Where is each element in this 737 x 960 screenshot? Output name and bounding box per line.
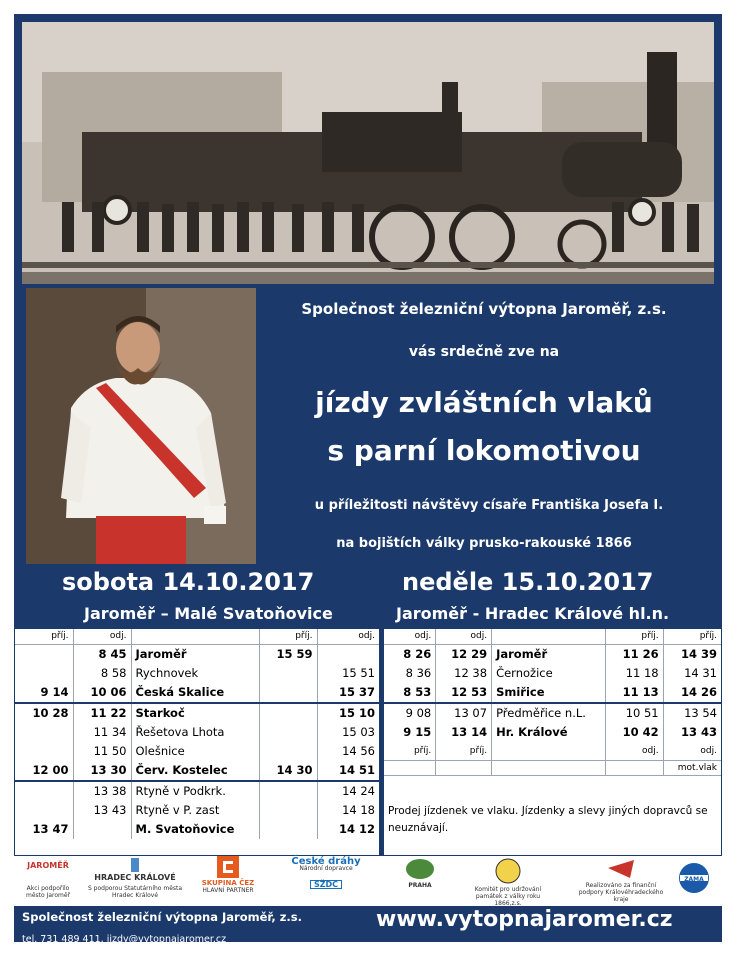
sunday-route: Jaroměř - Hradec Králové hl.n.	[396, 604, 670, 623]
battlefields-text: na bojištích války prusko-rakouské 1866	[336, 536, 632, 551]
saturday-timetable	[14, 628, 380, 856]
table-row: 12 00 13 30 Červ. Kostelec 14 30 14 51	[15, 761, 379, 781]
organizer-name: Společnost železniční výtopna Jaroměř, z.s.	[301, 300, 667, 318]
table-row: 9 08 13 07 Předměřice n.L. 10 51 13 54	[384, 703, 721, 723]
hradec-kralove-logo: HRADEC KRÁLOVÉ S podporou Statutárního města Hradec Králové	[86, 858, 184, 899]
cez-logo: SKUPINA ČEZ HLAVNÍ PARTNER	[198, 856, 258, 894]
website-link[interactable]: www.vytopnajaromer.cz	[376, 907, 673, 932]
timetable-footer: mot.vlak	[384, 761, 721, 776]
table-row: 8 53 12 53 Smiřice 11 13 14 26	[384, 683, 721, 703]
sponsor-strip	[14, 856, 722, 906]
jaromer-logo: JAROMĚŘ Akci podpořilo město Jaroměř	[25, 861, 71, 899]
sunday-date: neděle 15.10.2017	[402, 568, 654, 596]
locomotive-photo	[22, 22, 714, 284]
table-row: 9 14 10 06 Česká Skalice 15 37	[15, 683, 379, 703]
emperor-portrait	[26, 288, 256, 564]
table-row: 10 28 11 22 Starkoč 15 10	[15, 703, 379, 723]
timetable-header: odj. odj. příj. příj.	[384, 629, 721, 644]
timetable-header: příj. odj. příj. odj.	[15, 629, 379, 644]
timetable-footer: příj. příj. odj. odj.	[384, 742, 721, 761]
zama-logo: ZAMA	[676, 862, 712, 883]
ticket-note: Prodej jízdenek ve vlaku. Jízdenky a slevy jiných dopravců se neuznávají.	[388, 805, 708, 834]
table-row: 13 38 Rtyně v Podkrk. 14 24	[15, 781, 379, 801]
footer-organizer: Společnost železniční výtopna Jaroměř, z.s.	[22, 910, 303, 924]
footer-contact: tel. 731 489 411, jizdy@vytopnajaromer.cz	[22, 934, 227, 945]
invite-text: vás srdečně zve na	[408, 344, 560, 360]
saturday-date: sobota 14.10.2017	[62, 568, 315, 596]
sunday-timetable	[383, 628, 722, 856]
table-row: 8 26 12 29 Jaroměř 11 26 14 39	[384, 644, 721, 664]
occasion-text: u příležitosti návštěvy císaře Františka Josefa I.	[314, 498, 664, 513]
table-row: 8 58 Rychnovek 15 51	[15, 664, 379, 684]
table-row: 8 36 12 38 Černožice 11 18 14 31	[384, 664, 721, 684]
table-row: 9 15 13 14 Hr. Králové 10 42 13 43	[384, 722, 721, 742]
table-row: 13 43 Rtyně v P. zast 14 18	[15, 800, 379, 820]
table-row: 11 50 Olešnice 14 56	[15, 742, 379, 762]
ceske-drahy-logo: České dráhy Národní dopravce SŽDC	[291, 856, 361, 889]
praha-logo: PRAHA	[400, 858, 440, 889]
kralovehradecky-kraj-logo: Realizováno za finanční podpory Královéhradeckého kraje	[578, 858, 664, 903]
table-row: 11 34 Řešetova Lhota 15 03	[15, 722, 379, 742]
komitet-logo: Komitét pro udržování památek z války roku 1866,z.s.	[466, 858, 550, 907]
table-row: 13 47 M. Svatoňovice 14 12	[15, 820, 379, 840]
event-title-line2: s parní lokomotivou	[327, 434, 641, 467]
poster	[14, 14, 722, 945]
table-row: 8 45 Jaroměř 15 59	[15, 644, 379, 664]
saturday-route: Jaroměř – Malé Svatoňovice	[84, 604, 333, 623]
event-title-line1: jízdy zvláštních vlaků	[315, 386, 653, 419]
